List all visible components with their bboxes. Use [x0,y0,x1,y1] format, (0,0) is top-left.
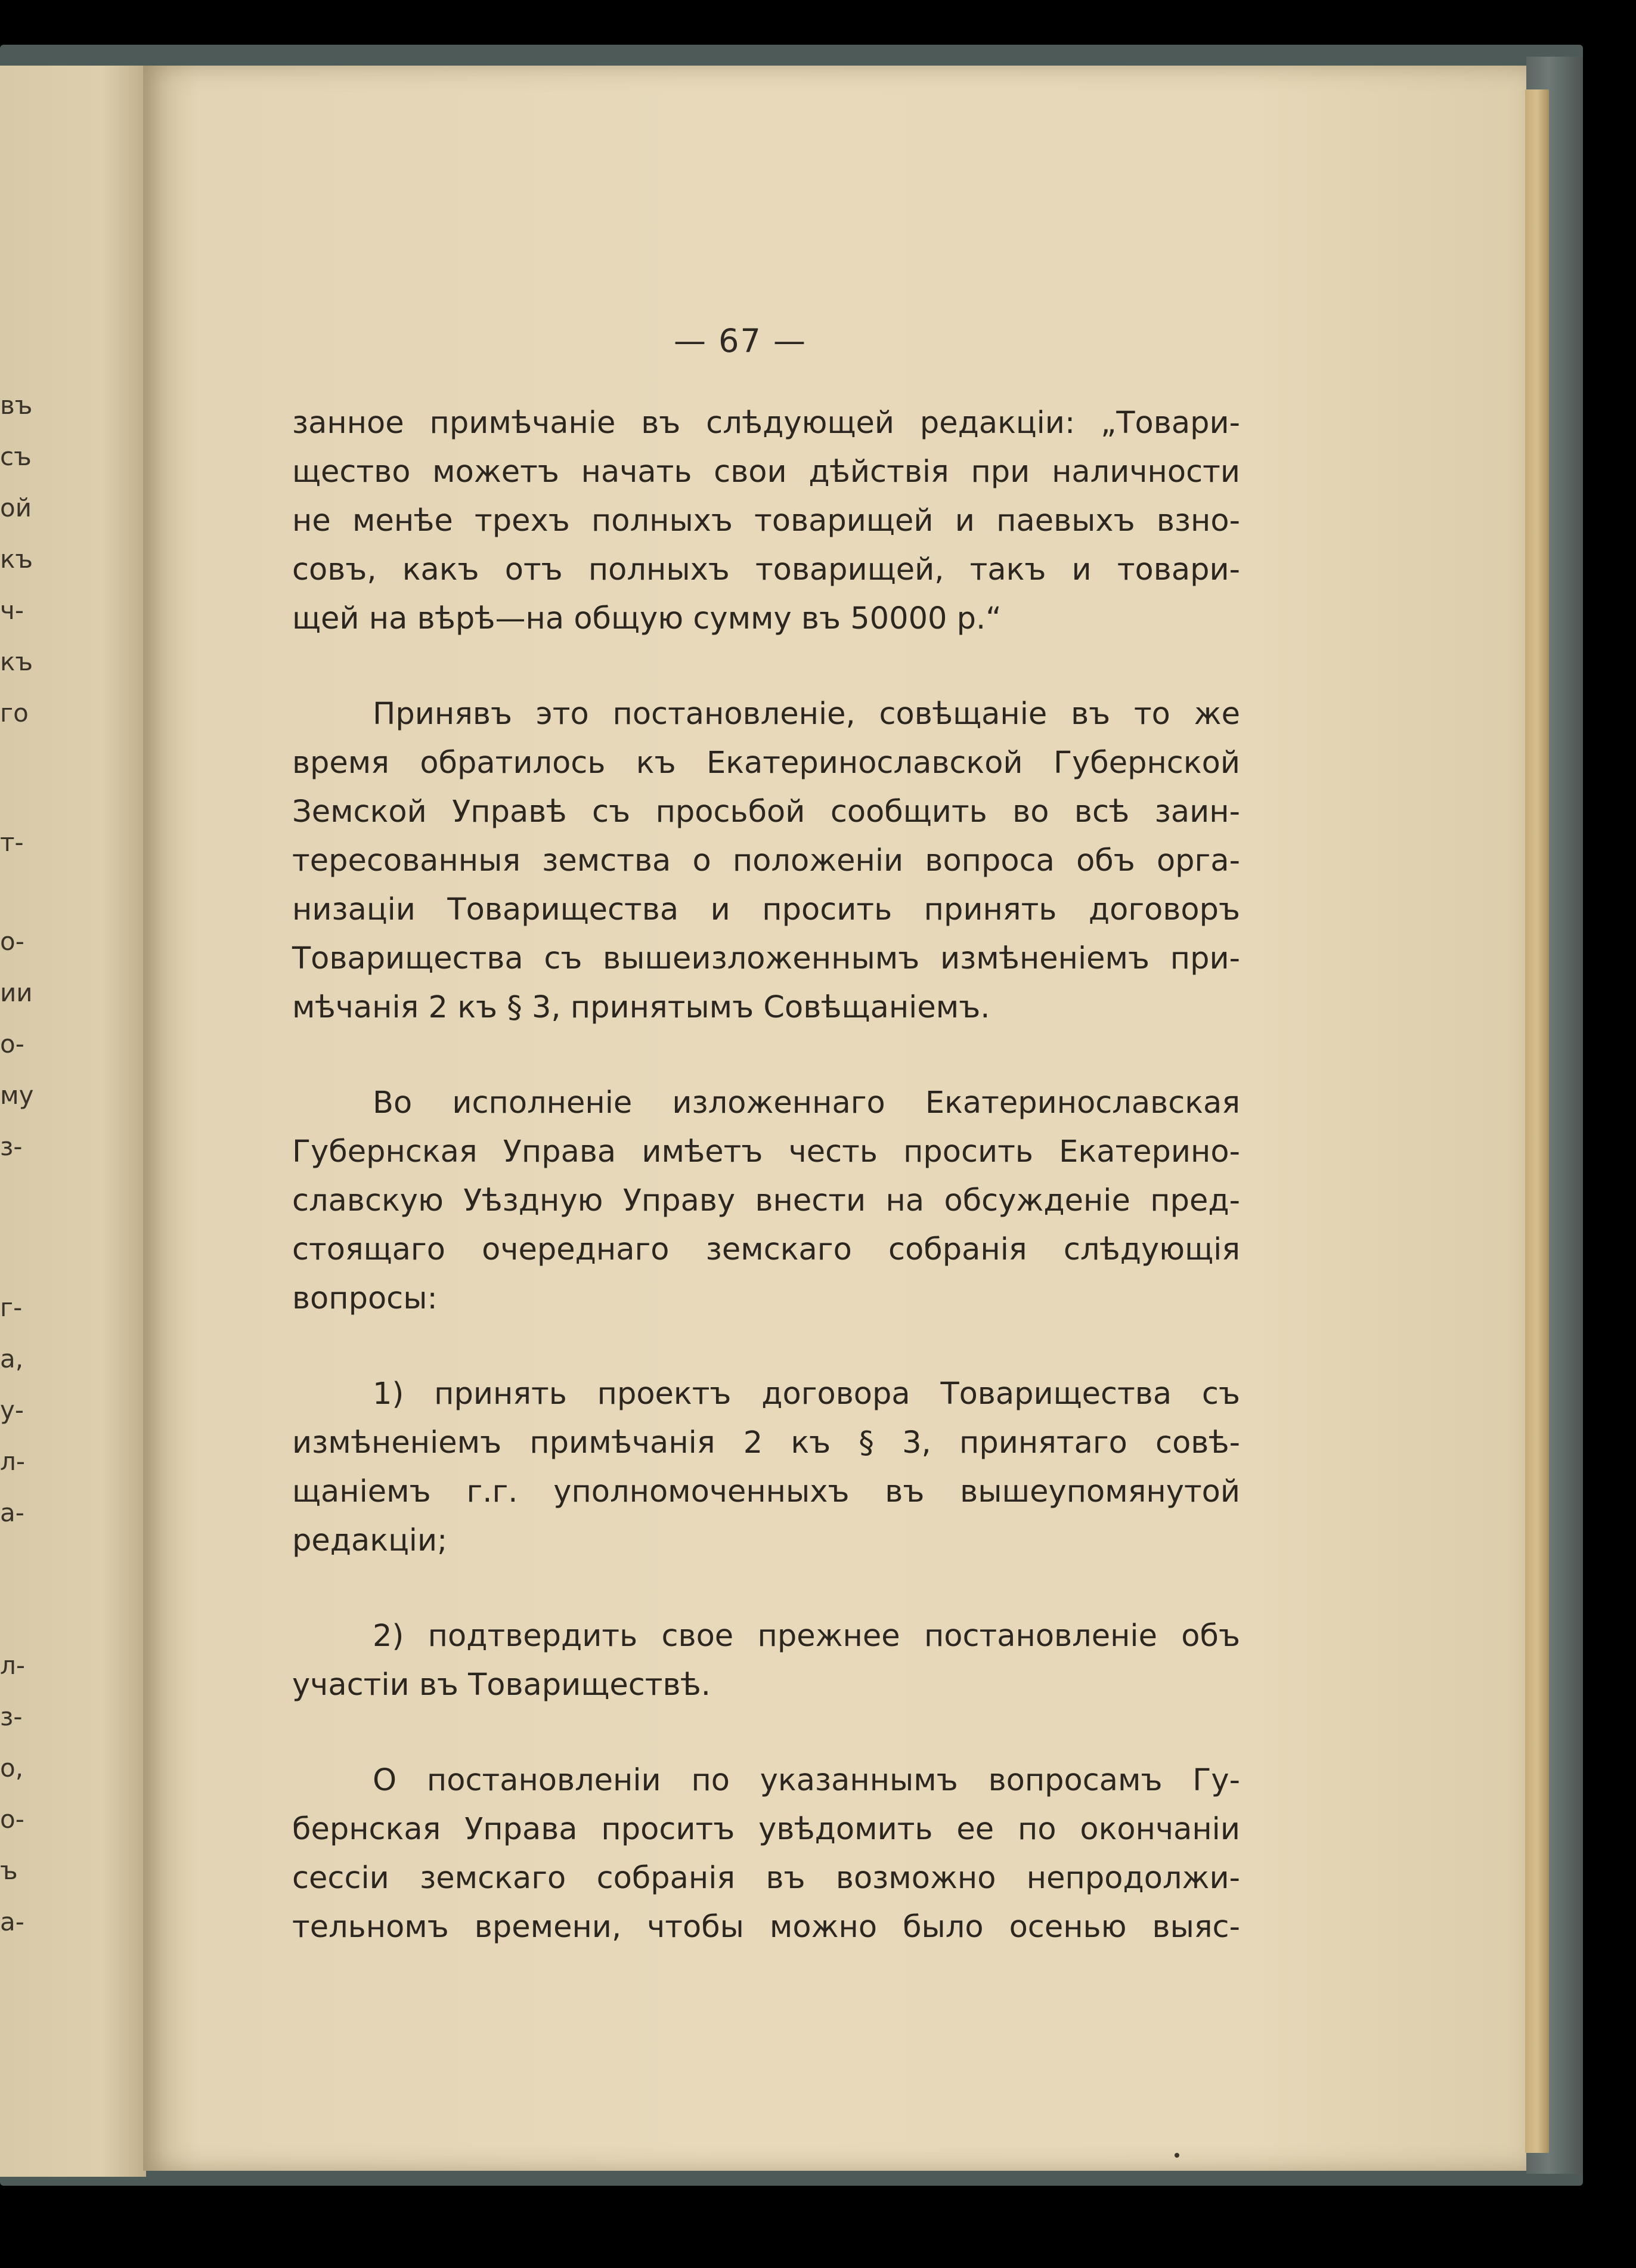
left-page-fragment: ой [0,493,32,522]
text-line: вопросы: [292,1281,438,1316]
left-page-fragment: з- [0,1132,23,1161]
left-page-fragment: л- [0,1447,25,1476]
page-block-edge [1525,89,1549,2153]
text-line: низаціи Товарищества и просить принять договоръ [292,892,1240,927]
text-line: Во исполненіе изложеннаго Екатеринославская [373,1085,1240,1121]
text-line: Земской Управѣ съ просьбой сообщить во всѣ заин- [292,794,1240,830]
text-line: славскую Уѣздную Управу внести на обсужденіе пред- [292,1183,1240,1218]
left-page-fragment: у- [0,1396,24,1425]
text-line: не менѣе трехъ полныхъ товарищей и паевыхъ взно- [292,503,1240,539]
text-line: щей на вѣрѣ—на общую сумму въ 50000 р.“ [292,601,1002,636]
left-page-fragment: къ [0,544,33,574]
left-page-fragment: ъ [0,1856,18,1885]
ink-speck [1175,2153,1179,2158]
left-page-fragment: о- [0,1805,24,1834]
page-number: — 67 — [674,322,807,360]
text-line: тересованныя земства о положеніи вопроса объ орга- [292,843,1240,878]
text-line: сессіи земскаго собранія въ возможно непродолжи- [292,1861,1240,1896]
text-line: мѣчанія 2 къ § 3, принятымъ Совѣщаніемъ. [292,990,990,1025]
left-page-fragment: ч- [0,596,24,625]
text-line: тельномъ времени, чтобы можно было осенью выяс- [292,1910,1240,1945]
text-line: занное примѣчаніе въ слѣдующей редакціи: „Товари- [292,406,1240,441]
text-line: 2) подтвердить свое прежнее постановленіе объ [373,1619,1240,1654]
text-line: редакціи; [292,1523,448,1558]
text-line: измѣненіемъ примѣчанія 2 къ § 3, принятаго совѣ- [292,1425,1240,1461]
text-line: бернская Управа проситъ увѣдомить ее по окончаніи [292,1812,1240,1847]
left-facing-page [0,66,146,2177]
text-line: Принявъ это постановленіе, совѣщаніе въ то же [373,697,1240,732]
left-page-fragment: т- [0,828,24,857]
left-page-fragment: а- [0,1907,24,1936]
left-page-fragment: а- [0,1498,24,1527]
left-page-fragment: з- [0,1702,23,1731]
left-page-fragment: а, [0,1344,24,1373]
left-page-fragment: о- [0,927,24,956]
left-page-fragment: о, [0,1753,24,1783]
left-page-fragment: о- [0,1029,24,1059]
text-line: стоящаго очереднаго земскаго собранія слѣдующія [292,1232,1240,1267]
text-line: щество можетъ начать свои дѣйствія при наличности [292,454,1240,490]
text-line: 1) принять проектъ договора Товарищества съ [373,1376,1240,1412]
left-page-fragment: му [0,1081,34,1110]
left-page-fragment: ии [0,978,33,1007]
left-page-fragment: г- [0,1293,23,1322]
left-page-fragment: въ [0,391,33,420]
left-page-fragment: го [0,698,29,728]
text-line: щаніемъ г.г. уполномоченныхъ въ вышеупомянутой [292,1474,1240,1509]
text-line: время обратилось къ Екатеринославской Губернской [292,745,1240,781]
text-line: О постановленіи по указаннымъ вопросамъ Гу- [373,1763,1240,1798]
left-page-fragment: съ [0,442,32,471]
left-page-fragment: къ [0,647,33,676]
text-line: Губернская Управа имѣетъ честь просить Екатерино- [292,1134,1240,1169]
text-line: совъ, какъ отъ полныхъ товарищей, такъ и товари- [292,552,1240,587]
left-page-fragment: л- [0,1651,25,1680]
text-line: участіи въ Товариществѣ. [292,1667,711,1703]
text-line: Товарищества съ вышеизложеннымъ измѣненіемъ при- [292,941,1240,976]
